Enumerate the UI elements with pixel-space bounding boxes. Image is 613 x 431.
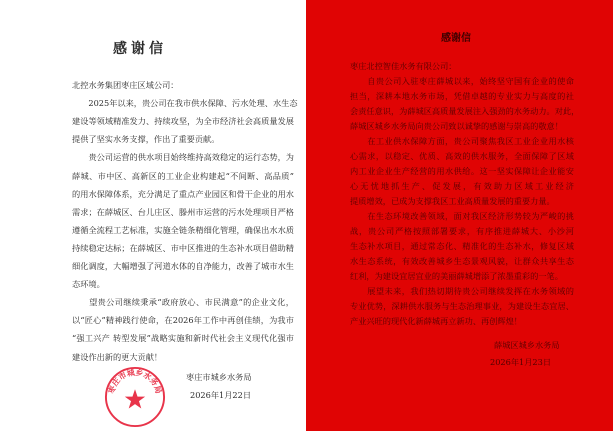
paragraph-line: “强工兴产 转型发展”战略实施和新时代社会主义现代化强市 (72, 333, 294, 344)
paragraph-line: 水生态系统，有效改善城乡生态景观风貌，让群众共享生态 (350, 255, 574, 266)
paragraph-line: 望贵公司继续秉承“政府放心、市民满意”的企业文化， (72, 297, 294, 308)
paragraph-line: 会责任意识，为薛城区高质量发展注入强劲的水务动力。对此， (350, 106, 580, 117)
paragraph-line: 自贵公司入驻枣庄薛城以来，始终坚守国有企业的使命 (350, 76, 574, 87)
paragraph-line: 2025年以来，贵公司在我市供水保障、污水处理、水生态 (72, 98, 298, 109)
paragraph-line: 以“匠心”精神践行使命，在2026年工作中再创佳绩，为我市 (72, 315, 294, 326)
paragraph-line: 细化调度，大幅增强了河道水体的自净能力，改善了城市水生 (72, 261, 294, 271)
paragraph-line: 提质增效，已成为支撑我区工业高质量发展的重要力量。 (350, 195, 555, 206)
paragraph-line: 专业优势，深耕供水服务与生态治理事业，为建设生态宜居、 (350, 301, 574, 311)
addressee: 北控水务集团枣庄区域公司： (72, 80, 179, 90)
paragraph-line: 态环境。 (72, 279, 105, 290)
paragraph-line: 心无忧地抓生产、促发展，有效助力区域工业经济 (350, 181, 574, 191)
paragraph-line: 持续稳定达标；在薛城区、市中区推进的生态补水项目借助精 (72, 242, 294, 253)
paragraph-line: 在生态环境改善领域，面对我区经济形势较为严峻的挑 (350, 211, 574, 222)
paragraph-line: 建设等领域精准发力、持续攻坚，为全市经济社会高质量发展 (72, 116, 294, 127)
paragraph-line: 战，贵公司严格按照部署要求，有序推进薛城大、小沙河 (350, 226, 574, 237)
paragraph-line: 遵循全流程工艺标准，实施全链条精细化管理，确保出水水质 (72, 224, 294, 235)
right-thank-you-letter (306, 0, 613, 431)
signature-organization: 枣庄市城乡水务局 (186, 372, 252, 382)
paragraph-line: 薛城、市中区、高新区的工业企业构建起“不间断、高品质” (72, 170, 294, 181)
letter-title: 感谢信 (113, 41, 167, 57)
paragraph-line: 产业兴旺的现代化新薛城再立新功、再创辉煌！ (350, 315, 522, 326)
signature-date: 2026年1月23日 (490, 357, 552, 367)
paragraph-line: 在工业供水保障方面，贵公司聚焦我区工业企业用水核 (350, 136, 574, 147)
letter-title: 感谢信 (441, 33, 471, 44)
official-seal-stamp (104, 366, 166, 428)
paragraph-line: 薛城区城乡水务局向贵公司致以诚挚的感谢与崇高的敬意！ (350, 121, 563, 131)
paragraph-line: 需求；在薛城区、台儿庄区、滕州市运营的污水处理项目严格 (72, 206, 294, 217)
star-icon (125, 389, 145, 408)
paragraph-line: 的用水保障体系，充分满足了重点产业园区和骨干企业的用水 (72, 188, 294, 199)
stamp-text: 枣庄市城乡水务局 (106, 367, 164, 395)
paragraph-line: 生态补水项目，通过常态化、精准化的生态补水，修复区域 (350, 241, 574, 251)
paragraph-line: 红利，为建设宜居宜业的美丽薛城增添了浓墨重彩的一笔。 (350, 270, 563, 281)
paragraph-line: 内工业企业生产经营的用水供给。这一坚实保障让企业能安 (350, 166, 574, 177)
left-thank-you-letter (0, 0, 306, 431)
addressee: 枣庄北控智佳水务有限公司： (350, 61, 457, 71)
paragraph-line: 担当，深耕本地水务市场，凭借卓越的专业实力与高度的社 (350, 91, 574, 102)
paragraph-line: 建设作出新的更大贡献！ (72, 351, 163, 362)
signature-date: 2026年1月22日 (190, 390, 252, 400)
paragraph-line: 贵公司运营的供水项目始终维持高效稳定的运行态势，为 (72, 152, 294, 163)
paragraph-line: 提供了坚实水务支撑，作出了重要贡献。 (72, 134, 220, 145)
signature-organization: 薛城区城乡水务局 (494, 340, 560, 350)
paragraph-line: 心需求，以稳定、优质、高效的供水服务，全面保障了区域 (350, 151, 574, 162)
paragraph-line: 展望未来，我们热切期待贵公司继续发挥在水务领域的 (350, 286, 574, 297)
